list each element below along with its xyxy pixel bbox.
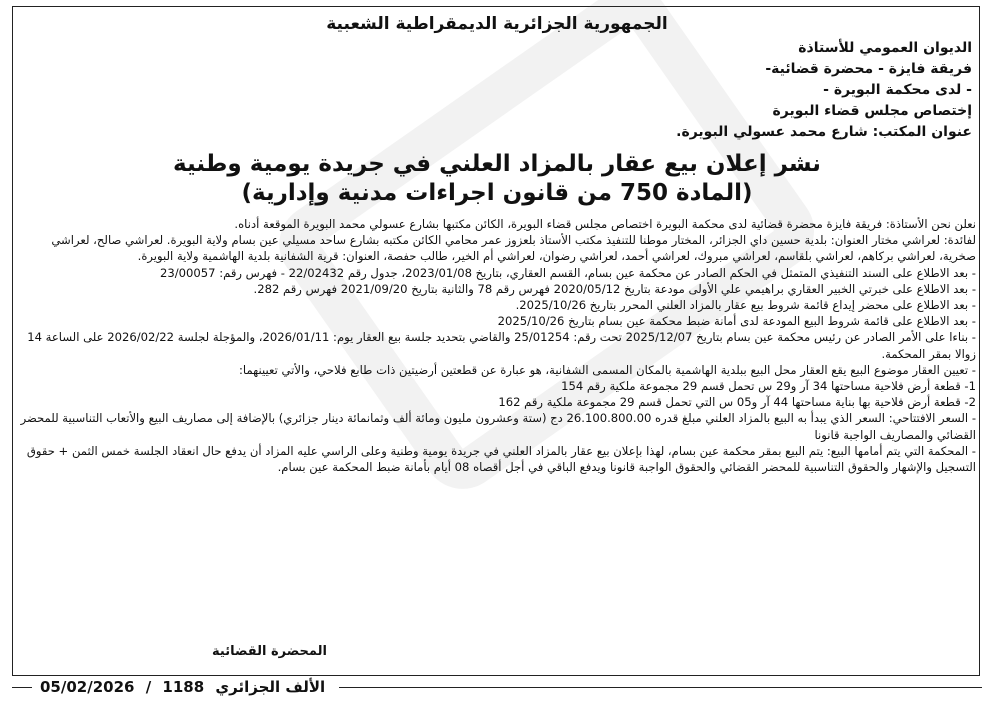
notice-title [12, 150, 982, 208]
body-paragraph: - بعد الاطلاع على قائمة شروط البيع المودعة لدى أمانة ضبط محكمة عين بسام بتاريخ 2025/10/26 [497, 314, 976, 329]
body-paragraph: نعلن نحن الأستاذة: فريقة فايزة محضرة قضائية لدى محكمة البويرة اختصاص مجلس قضاء البويرة، الكائن مكتبها بشارع عسولي محمد البويرة الموقعة أدناه. [234, 217, 976, 231]
notice-page [12, 6, 982, 696]
office-line: فريقة فايزة - محضرة قضائية- [765, 61, 972, 77]
body-paragraph: - المحكمة التي يتم أمامها البيع: يتم البيع بمقر محكمة عين بسام، لهذا بإعلان بيع عقار بالمزاد العلني في جريدة يومية وطنية وعلى الراسي عليه المزاد أن يدفع حال انعقاد الجلسة خمس الثمن + حقوق التسجيل والإشهار والحقوق التناسبية للمحضر القضائي والحقوق الواجبة قانونا ويدفع الباقي في أجل أقصاه 08 أيام بأمانة ضبط المحكمة عين بسام. [26, 443, 976, 475]
footer-source: الألف الجزائري [215, 678, 326, 696]
body-paragraph: - السعر الافتتاحي: السعر الذي يبدأ به البيع بالمزاد العلني مبلغ قدره 26.100.800.00 دج (ستة وعشرون مليون ومائة ألف وثمانمائة دينار جزائري) بالإضافة إلى مصاريف البيع والأتعاب التناسبية للمحضر القضائي والمصاريف الواجبة قانونا [20, 411, 976, 442]
notice-title-line1: نشر إعلان بيع عقار بالمزاد العلني في جريدة يومية وطنية [173, 151, 821, 177]
body-paragraph: 2- قطعة أرض فلاحية بها بناية مساحتها 44 آر و05 س التي تحمل قسم 29 مجموعة ملكية رقم 162 [498, 395, 976, 410]
republic-title: الجمهورية الجزائرية الديمقراطية الشعبية [326, 14, 668, 34]
notice-title-line2: (المادة 750 من قانون اجراءات مدنية وإدارية) [241, 180, 753, 206]
footer-number: 1188 [162, 678, 205, 696]
body-paragraph: - بعد الاطلاع على السند التنفيذي المتمثل في الحكم الصادر عن محكمة عين بسام، القسم العقاري، بتاريخ 2023/01/08، جدول رقم 22/02432 - فهرس رقم: 23/00057 [159, 265, 976, 280]
office-line: الديوان العمومي للأستاذة [798, 40, 972, 56]
signature: المحضرة القضائية [212, 644, 327, 659]
footer-date: 05/02/2026 [40, 678, 135, 696]
body-paragraph: 1- قطعة أرض فلاحية مساحتها 34 آر و29 س تحمل قسم 29 مجموعة ملكية رقم 154 [561, 379, 976, 394]
office-line: - لدى محكمة البويرة - [823, 82, 972, 98]
office-header [272, 38, 972, 143]
office-line: إختصاص مجلس قضاء البويرة [772, 103, 972, 119]
body-paragraph: - تعيين العقار موضوع البيع يقع العقار محل البيع ببلدية الهاشمية بالمكان المسمى الشفانية، هو عبارة عن قطعتين أرضيتين ذات طابع فلاحي، والأتي تعيينهما: [239, 362, 976, 377]
footer-reference: 05/02/2026 / 1188 الألف الجزائري [32, 678, 339, 696]
body-paragraph: - بناءا على الأمر الصادر عن رئيس محكمة عين بسام بتاريخ 2025/12/07 تحت رقم: 25/01254 والقاضي بتحديد جلسة بيع العقار يوم: 2026/01/11، والمؤجلة لجلسة 2026/02/22 على الساعة 14 زوالا بمقر المحكمة. [27, 330, 976, 361]
body-paragraph: - بعد الاطلاع على محضر إيداع قائمة شروط بيع عقار بالمزاد العلني المحرر بتاريخ 2025/10/26. [515, 298, 976, 313]
body-paragraph: لفائدة: لعراشي مختار العنوان: بلدية حسين داي الجزائر، المختار موطنا للتنفيذ مكتب الأستاذ بلعزوز عمر محامي الكائن مكتبه بشارع ساحد مسيلي عين بسام ولاية البويرة. لعراشي صالح، لعراشي صخرية، لعراشي بركاهم، لعراشي بلقاسم، لعراشي مبروك، لعراشي أحمد، لعراشي رضوان، لعراشي أم الخير، طالب حفصة، العنوان: قرية الشفانية بلدية الهاشمية ولاية البويرة. [51, 233, 976, 264]
notice-body [18, 216, 976, 475]
office-line: عنوان المكتب: شارع محمد عسولي البويرة. [676, 124, 972, 140]
footer [12, 676, 982, 700]
body-paragraph: - بعد الاطلاع على خبرتي الخبير العقاري براهيمي علي الأولى مودعة بتاريخ 2020/05/12 فهرس رقم 78 والثانية بتاريخ 2021/09/20 فهرس رقم 282. [253, 281, 976, 296]
